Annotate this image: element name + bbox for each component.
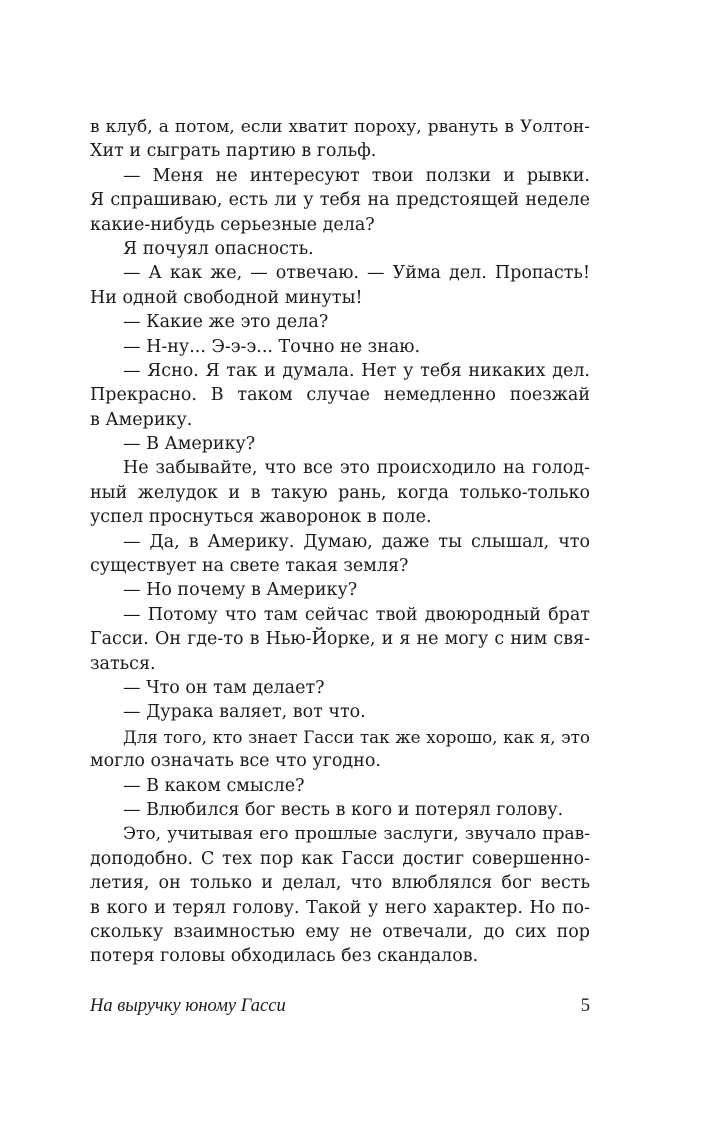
text-line: — А как же, — отвечаю. — Уйма дел. Пропасть! <box>123 263 590 284</box>
text-line: Я спрашиваю, есть ли у тебя на предстоящей неделе <box>90 190 590 211</box>
text-line: — Да, в Америку. Думаю, даже ты слышал, что <box>123 531 590 552</box>
text-line: в кого и терял голову. Такой у него характер. Но по- <box>90 897 590 918</box>
text-line: — Дурака валяет, вот что. <box>123 702 366 723</box>
page-number: 5 <box>580 996 590 1016</box>
text-line: скольку взаимностью ему не отвечали, до сих пор <box>90 921 590 942</box>
text-line: летия, он только и делал, что влюблялся бог весть <box>90 873 590 894</box>
text-line: в клуб, а потом, если хватит пороху, рвануть в Уолтон- <box>90 117 590 137</box>
text-line: — Какие же это дела? <box>123 312 329 333</box>
text-line: Прекрасно. В таком случае немедленно поезжай <box>90 385 590 406</box>
text-line: потеря головы обходилась без скандалов. <box>90 946 479 967</box>
text-line: могло означать все что угодно. <box>90 751 381 772</box>
text-line: в Америку. <box>90 409 193 430</box>
text-line: заться. <box>90 653 156 674</box>
text-line: Хит и сыграть партию в гольф. <box>90 141 377 162</box>
text-line: доподобно. С тех пор как Гасси достиг совершенно- <box>90 848 590 869</box>
running-title: На выручку юному Гасси <box>90 996 286 1016</box>
text-line: Для того, кто знает Гасси так же хорошо, как я, это <box>123 726 590 747</box>
text-line: Я почуял опасность. <box>123 238 314 259</box>
text-line: существует на свете такая земля? <box>90 556 409 577</box>
text-line: — В каком смысле? <box>123 775 305 796</box>
text-line: — Что он там делает? <box>123 677 325 698</box>
text-line: какие-нибудь серьезные дела? <box>90 214 375 235</box>
page-footer <box>90 996 590 1022</box>
text-line: — Потому что там сейчас твой двоюродный брат <box>123 604 590 625</box>
text-line: — Но почему в Америку? <box>123 580 358 601</box>
text-line: — В Америку? <box>123 434 256 455</box>
text-line: Гасси. Он где-то в Нью-Йорке, и я не могу с ним свя- <box>90 629 590 650</box>
text-line: Не забывайте, что все это происходило на голод- <box>123 458 590 479</box>
text-line: — Ясно. Я так и думала. Нет у тебя никаких дел. <box>123 360 590 381</box>
text-line: — Влюбился бог весть в кого и потерял голову. <box>123 799 564 820</box>
text-line: ный желудок и в такую рань, когда только-только <box>90 482 590 503</box>
text-line: Ни одной свободной минуты! <box>90 287 363 308</box>
text-line: — Н-ну... Э-э-э... Точно не знаю. <box>123 336 421 357</box>
body-text <box>90 115 590 969</box>
text-line: Это, учитывая его прошлые заслуги, звучало прав- <box>123 824 590 845</box>
text-line: успел проснуться жаворонок в поле. <box>90 507 432 528</box>
text-line: — Меня не интересуют твои ползки и рывки. <box>123 165 590 186</box>
